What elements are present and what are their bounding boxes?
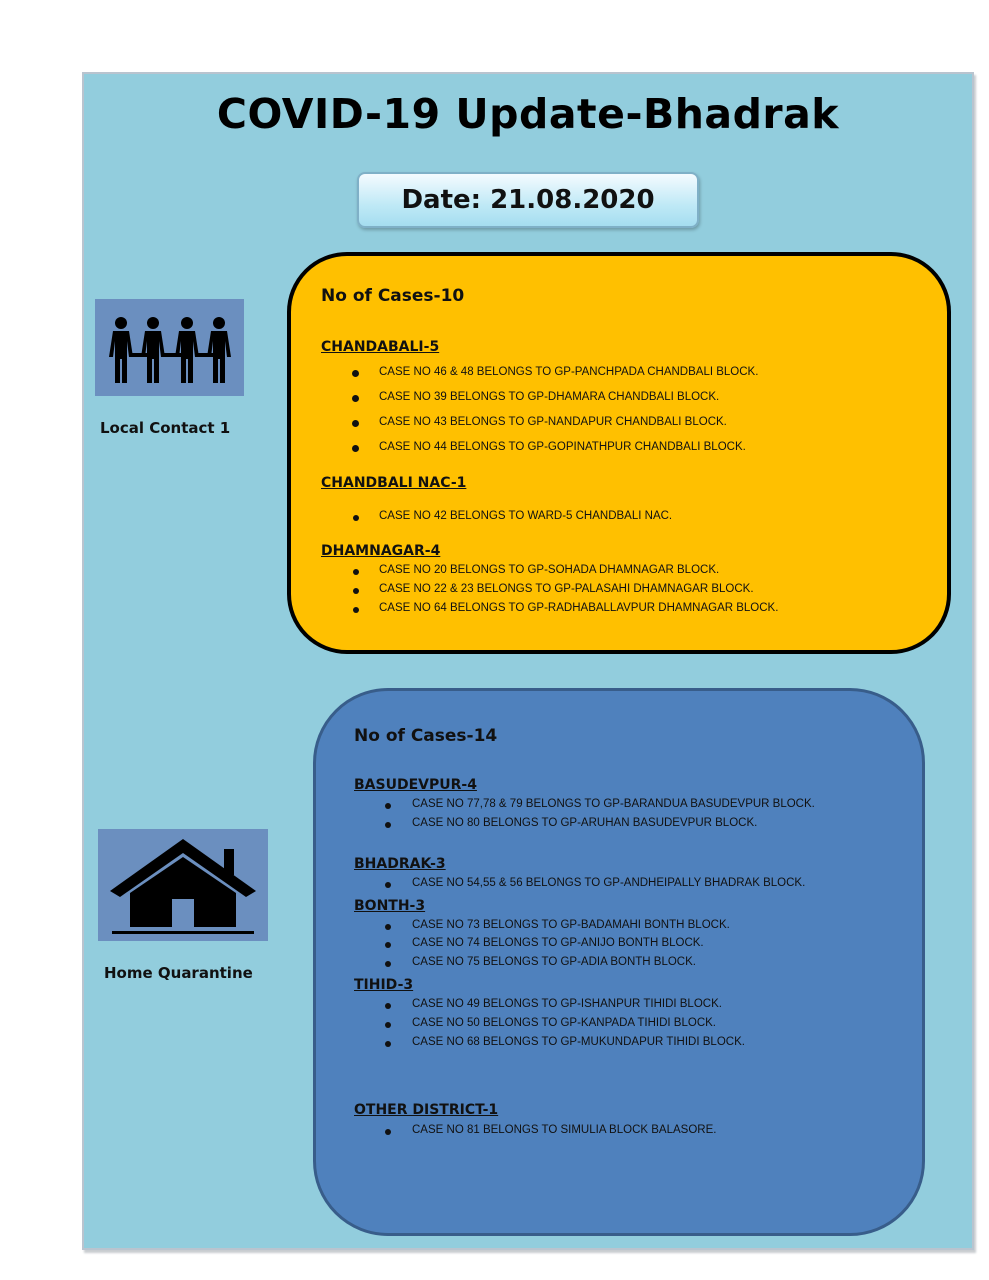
bullet [385,942,391,948]
case-item: CASE NO 64 BELONGS TO GP-RADHABALLAVPUR DHAMNAGAR BLOCK. [379,602,779,614]
bullet [352,370,359,377]
case-item: CASE NO 22 & 23 BELONGS TO GP-PALASAHI DHAMNAGAR BLOCK. [379,583,754,595]
bullet [385,1041,391,1047]
case-item: CASE NO 46 & 48 BELONGS TO GP-PANCHPADA CHANDBALI BLOCK. [379,366,759,378]
section-heading: CHANDBALI NAC-1 [321,475,467,491]
case-item: CASE NO 54,55 & 56 BELONGS TO GP-ANDHEIPALLY BHADRAK BLOCK. [412,877,806,889]
section-heading: DHAMNAGAR-4 [321,543,441,559]
section-heading: BHADRAK-3 [354,856,446,872]
bullet [352,420,359,427]
section-heading: TIHID-3 [354,977,414,993]
bullet [385,961,391,967]
bullet [385,882,391,888]
bullet [385,803,391,809]
case-item: CASE NO 68 BELONGS TO GP-MUKUNDAPUR TIHIDI BLOCK. [412,1036,745,1048]
case-item: CASE NO 80 BELONGS TO GP-ARUHAN BASUDEVPUR BLOCK. [412,817,758,829]
case-item: CASE NO 43 BELONGS TO GP-NANDAPUR CHANDBALI BLOCK. [379,416,727,428]
bullet [353,607,359,613]
local-contact-label: Local Contact 1 [100,419,231,437]
local-cases-title: No of Cases-10 [321,286,465,306]
bullet [385,924,391,930]
bullet [385,822,391,828]
case-item: CASE NO 74 BELONGS TO GP-ANIJO BONTH BLOCK. [412,937,704,949]
bullet [353,588,359,594]
bulletin-page [82,72,974,1250]
date-text: Date: 21.08.2020 [401,185,655,215]
people-icon [95,299,244,396]
case-item: CASE NO 44 BELONGS TO GP-GOPINATHPUR CHANDBALI BLOCK. [379,441,746,453]
case-item: CASE NO 49 BELONGS TO GP-ISHANPUR TIHIDI BLOCK. [412,998,722,1010]
case-item: CASE NO 42 BELONGS TO WARD-5 CHANDBALI NAC. [379,510,673,522]
home-quarantine-card [313,688,925,1236]
case-item: CASE NO 20 BELONGS TO GP-SOHADA DHAMNAGAR BLOCK. [379,564,720,576]
case-item: CASE NO 39 BELONGS TO GP-DHAMARA CHANDBALI BLOCK. [379,391,720,403]
home-quarantine-label: Home Quarantine [104,964,253,982]
case-item: CASE NO 50 BELONGS TO GP-KANPADA TIHIDI BLOCK. [412,1017,716,1029]
bullet [352,445,359,452]
page-title: COVID-19 Update-Bhadrak [216,90,840,138]
home-cases-title: No of Cases-14 [354,726,498,746]
house-icon [98,829,268,941]
section-heading: BONTH-3 [354,898,426,914]
date-box [357,172,699,228]
section-heading: BASUDEVPUR-4 [354,777,477,793]
bullet [353,569,359,575]
case-item: CASE NO 73 BELONGS TO GP-BADAMAHI BONTH BLOCK. [412,919,730,931]
bullet [352,395,359,402]
section-heading: CHANDABALI-5 [321,339,440,355]
case-item: CASE NO 81 BELONGS TO SIMULIA BLOCK BALASORE. [412,1124,717,1136]
bullet [385,1129,391,1135]
case-item: CASE NO 75 BELONGS TO GP-ADIA BONTH BLOCK. [412,956,696,968]
bullet [385,1003,391,1009]
section-heading: OTHER DISTRICT-1 [354,1102,499,1118]
bullet [353,515,359,521]
local-contact-card [287,252,951,654]
bullet [385,1022,391,1028]
case-item: CASE NO 77,78 & 79 BELONGS TO GP-BARANDUA BASUDEVPUR BLOCK. [412,798,815,810]
